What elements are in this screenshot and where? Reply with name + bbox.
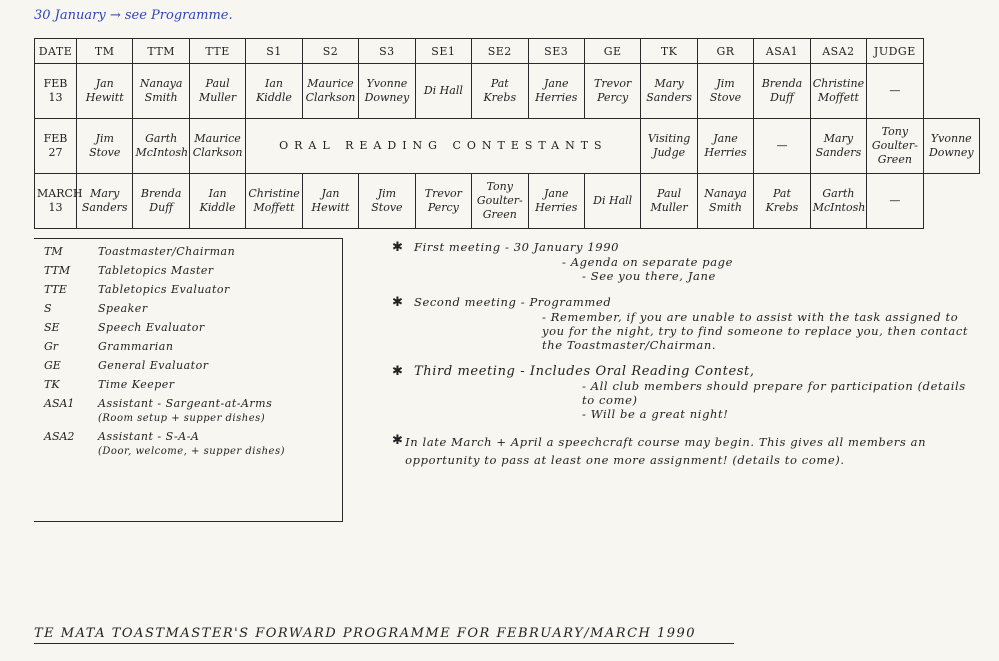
legend-item bbox=[34, 302, 342, 315]
col-header: SE3 bbox=[528, 39, 584, 64]
table-cell: Maurice Clarkson bbox=[302, 64, 358, 119]
table-cell: Nanaya Smith bbox=[133, 64, 189, 119]
note-line: - All club members should prepare for participation (details to come) bbox=[582, 379, 966, 407]
table-cell: Jan Hewitt bbox=[77, 64, 133, 119]
table-cell: Ian Kiddle bbox=[246, 64, 302, 119]
table-cell: Pat Krebs bbox=[472, 64, 528, 119]
legend-abbr: TTE bbox=[44, 283, 67, 296]
date-cell: FEB 27 bbox=[35, 119, 77, 174]
table-cell: Nanaya Smith bbox=[697, 174, 753, 229]
legend-item bbox=[34, 321, 342, 334]
top-note: 30 January → see Programme. bbox=[34, 8, 233, 23]
legend-desc: Time Keeper bbox=[98, 378, 175, 391]
table-cell: — bbox=[867, 64, 923, 119]
col-header: ASA2 bbox=[810, 39, 866, 64]
note-head: First meeting - 30 January 1990 bbox=[414, 240, 620, 254]
note-head: In late March + April a speechcraft course may begin. This gives all members an opportunity to pass at least one more assignment! (details to come). bbox=[405, 435, 927, 467]
table-row bbox=[35, 119, 980, 174]
legend-desc: Toastmaster/Chairman bbox=[98, 245, 236, 258]
role-legend bbox=[34, 238, 343, 522]
table-cell: Maurice Clarkson bbox=[189, 119, 245, 174]
table-cell: Yvonne Downey bbox=[359, 64, 415, 119]
legend-item bbox=[34, 430, 342, 457]
legend-desc: General Evaluator bbox=[98, 359, 209, 372]
legend-desc: Tabletopics Evaluator bbox=[98, 283, 230, 296]
table-cell: Paul Muller bbox=[641, 174, 697, 229]
legend-desc-text: Assistant - Sargeant-at-Arms bbox=[98, 397, 273, 410]
asterisk-icon: ✱ bbox=[392, 433, 404, 448]
table-cell: Jim Stove bbox=[359, 174, 415, 229]
table-header-row bbox=[35, 39, 980, 64]
table-cell: Christine Moffett bbox=[246, 174, 302, 229]
asterisk-icon: ✱ bbox=[392, 364, 404, 379]
table-cell: Tony Goulter-Green bbox=[472, 174, 528, 229]
table-cell: Trevor Percy bbox=[415, 174, 471, 229]
table-cell: Garth McIntosh bbox=[133, 119, 189, 174]
legend-item bbox=[34, 359, 342, 372]
note-speechcraft bbox=[392, 433, 982, 469]
col-header: SE1 bbox=[415, 39, 471, 64]
table-cell: Mary Sanders bbox=[810, 119, 866, 174]
note-line: - Will be a great night! bbox=[582, 407, 729, 421]
table-cell: Tony Goulter-Green bbox=[867, 119, 923, 174]
duty-roster-table bbox=[34, 38, 980, 229]
legend-item bbox=[34, 245, 342, 258]
table-cell: — bbox=[754, 119, 810, 174]
legend-item bbox=[34, 264, 342, 277]
table-cell: Jane Herries bbox=[528, 64, 584, 119]
legend-item bbox=[34, 340, 342, 353]
meeting-notes bbox=[392, 240, 982, 481]
table-cell: Jan Hewitt bbox=[302, 174, 358, 229]
note-second-meeting bbox=[392, 295, 982, 352]
legend-desc-sub: (Room setup + supper dishes) bbox=[98, 413, 266, 424]
table-cell: Brenda Duff bbox=[754, 64, 810, 119]
legend-item bbox=[34, 283, 342, 296]
table-cell: Trevor Percy bbox=[584, 64, 640, 119]
table-cell: Paul Muller bbox=[189, 64, 245, 119]
col-header: ASA1 bbox=[754, 39, 810, 64]
table-cell: Yvonne Downey bbox=[923, 119, 979, 174]
legend-abbr: ASA1 bbox=[44, 397, 75, 410]
col-header: TTE bbox=[189, 39, 245, 64]
legend-abbr: GE bbox=[44, 359, 61, 372]
date-cell: MARCH 13 bbox=[35, 174, 77, 229]
legend-abbr: TTM bbox=[44, 264, 71, 277]
table-cell: Jim Stove bbox=[77, 119, 133, 174]
legend-desc: Speaker bbox=[98, 302, 148, 315]
table-cell: Pat Krebs bbox=[754, 174, 810, 229]
note-line: - Remember, if you are unable to assist with the task assigned to you for the night, try to find someone to replace you, then contact the Toastmaster/Chairman. bbox=[542, 310, 969, 352]
note-head: Second meeting - Programmed bbox=[414, 295, 612, 309]
table-cell: Jane Herries bbox=[697, 119, 753, 174]
legend-item bbox=[34, 378, 342, 391]
table-cell: Jim Stove bbox=[697, 64, 753, 119]
table-row bbox=[35, 64, 980, 119]
note-third-meeting bbox=[392, 364, 982, 421]
note-first-meeting bbox=[392, 240, 982, 283]
col-header: TM bbox=[77, 39, 133, 64]
col-header: GE bbox=[584, 39, 640, 64]
legend-desc: Speech Evaluator bbox=[98, 321, 205, 334]
legend-abbr: Gr bbox=[44, 340, 59, 353]
table-cell: Visiting Judge bbox=[641, 119, 697, 174]
oral-reading-contestants-cell: ORAL READING CONTESTANTS bbox=[246, 119, 641, 174]
col-header: S1 bbox=[246, 39, 302, 64]
legend-abbr: S bbox=[44, 302, 52, 315]
col-header: SE2 bbox=[472, 39, 528, 64]
table-row bbox=[35, 174, 980, 229]
legend-abbr: TM bbox=[44, 245, 63, 258]
table-cell: Christine Moffett bbox=[810, 64, 866, 119]
table-cell: Brenda Duff bbox=[133, 174, 189, 229]
col-header: TTM bbox=[133, 39, 189, 64]
table-cell: Ian Kiddle bbox=[189, 174, 245, 229]
legend-desc-sub: (Door, welcome, + supper dishes) bbox=[98, 446, 285, 457]
legend-desc bbox=[98, 430, 342, 457]
col-header: GR bbox=[697, 39, 753, 64]
note-line: - See you there, Jane bbox=[582, 269, 716, 283]
col-header: TK bbox=[641, 39, 697, 64]
col-header: JUDGE bbox=[867, 39, 923, 64]
asterisk-icon: ✱ bbox=[392, 295, 404, 310]
legend-desc: Tabletopics Master bbox=[98, 264, 214, 277]
legend-abbr: TK bbox=[44, 378, 60, 391]
table-cell: — bbox=[867, 174, 923, 229]
legend-item bbox=[34, 397, 342, 424]
col-header: S2 bbox=[302, 39, 358, 64]
col-header: DATE bbox=[35, 39, 77, 64]
table-cell: Di Hall bbox=[584, 174, 640, 229]
legend-desc-text: Assistant - S-A-A bbox=[98, 430, 200, 443]
note-head: Third meeting - Includes Oral Reading Contest, bbox=[414, 364, 755, 379]
legend-desc: Grammarian bbox=[98, 340, 174, 353]
legend-desc bbox=[98, 397, 342, 424]
page-title: TE MATA TOASTMASTER'S FORWARD PROGRAMME FOR FEBRUARY/MARCH 1990 bbox=[34, 626, 734, 644]
table-cell: Di Hall bbox=[415, 64, 471, 119]
date-cell: FEB 13 bbox=[35, 64, 77, 119]
legend-abbr: SE bbox=[44, 321, 60, 334]
table-cell: Jane Herries bbox=[528, 174, 584, 229]
table-cell: Mary Sanders bbox=[641, 64, 697, 119]
asterisk-icon: ✱ bbox=[392, 240, 404, 255]
table-cell: Mary Sanders bbox=[77, 174, 133, 229]
note-line: - Agenda on separate page bbox=[562, 255, 734, 269]
legend-abbr: ASA2 bbox=[44, 430, 75, 443]
col-header: S3 bbox=[359, 39, 415, 64]
table-cell: Garth McIntosh bbox=[810, 174, 866, 229]
